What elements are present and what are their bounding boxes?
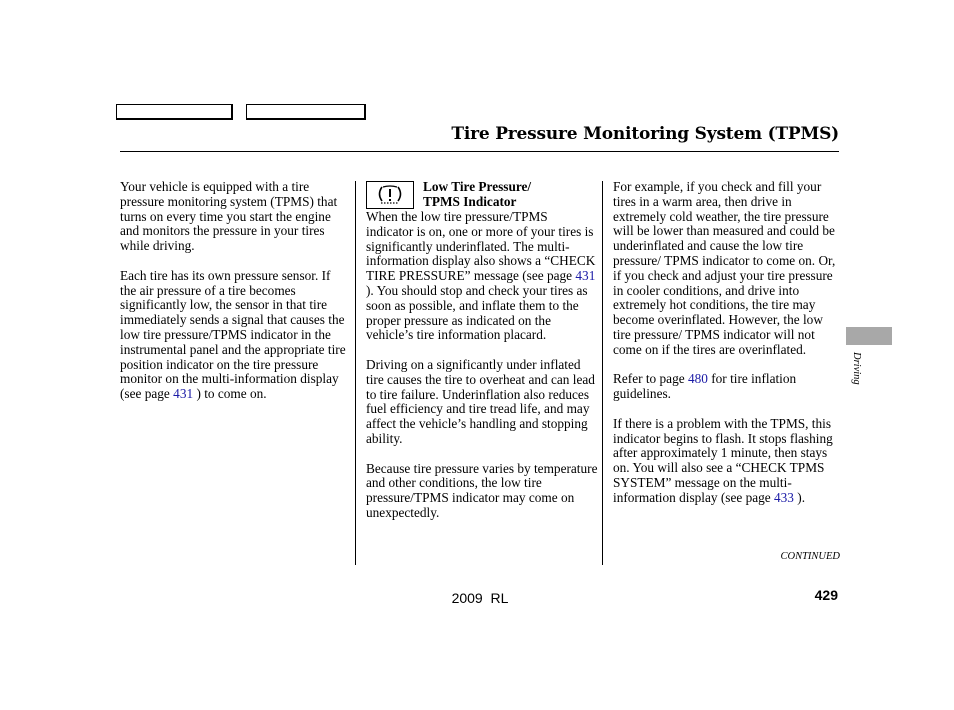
column-divider-2 [602,181,603,565]
col3-paragraph-2: Refer to page 480 for tire inflation guidelines. [613,371,797,402]
col2-paragraph-3: Because tire pressure varies by temperature and other conditions, the low tire pressure/TPMS indicator may come on unexpectedly. [366,460,598,520]
title-rule [120,151,839,152]
col3-paragraph-3: If there is a problem with the TPMS, this indicator begins to flash. It stops flashing after approximately 1 minute, then stays on. You will also see a “CHECK TPMS SYSTEM” message on the multi-information display (see page 433 ). [613,415,833,505]
page-link-480[interactable]: 480 [687,371,708,387]
nav-next-button[interactable] [246,104,366,120]
column-1 [120,180,350,417]
page-link-431b[interactable]: 431 [575,268,596,284]
page-number: 429 [814,587,838,603]
page-link-431[interactable]: 431 [173,386,194,402]
col2-paragraph-1: When the low tire pressure/TPMS indicator is on, one or more of your tires is significantly underinflated. The multi-information display also shows a “CHECK TIRE PRESSURE” message (see page 431 ). You should stop and check your tires as soon as possible, and inflate them to the proper pressure as indicated on the vehicle’s tire information placard. [366,209,596,343]
page-link-433[interactable]: 433 [774,489,794,505]
column-3 [613,180,841,520]
col1-paragraph-1: Your vehicle is equipped with a tire pressure monitoring system (TPMS) that turns on every time you start the engine and monitors the pressure in your tires while driving. [120,179,338,254]
col3-paragraph-1: For example, if you check and fill your tires in a warm area, then drive in extremely cold weather, the tire pressure will be lower than measured and could be underinflated and cause the low tire pressure/ TPMS indicator to come on. Or, if you check and adjust your tire pressure in cooler conditions, and drive into extremely hot conditions, the tire may become overinflated. However, the low tire pressure/ TPMS indicator will not come on if the tires are overinflated. [613,179,836,357]
column-2 [366,210,598,536]
tpms-indicator-box [366,181,414,209]
tpms-warning-icon [367,182,413,208]
section-tab [846,327,892,345]
indicator-heading: Low Tire Pressure/ TPMS Indicator [423,179,532,209]
col2-paragraph-2: Driving on a significantly under inflated tire causes the tire to overheat and can lead to tire failure. Underinflation also reduces fuel efficiency and tire tread life, and may affect the vehicle’s handling and stopping ability. [366,356,595,446]
page-title: Tire Pressure Monitoring System (TPMS) [451,124,839,144]
col1-paragraph-2: Each tire has its own pressure sensor. If the air pressure of a tire becomes significantly low, the sensor in that tire immediately sends a signal that causes the low tire pressure/TPMS indicator in the instrumental panel and the appropriate tire position indicator on the tire pressure monitor on the multi-information display (see page 431 ) to come on. [120,267,346,402]
nav-prev-button[interactable] [116,104,233,120]
section-tab-label: Driving [851,352,862,385]
footer-model: 2009 RL [451,590,509,606]
column-divider-1 [355,181,356,565]
continued-label: CONTINUED [780,551,840,562]
